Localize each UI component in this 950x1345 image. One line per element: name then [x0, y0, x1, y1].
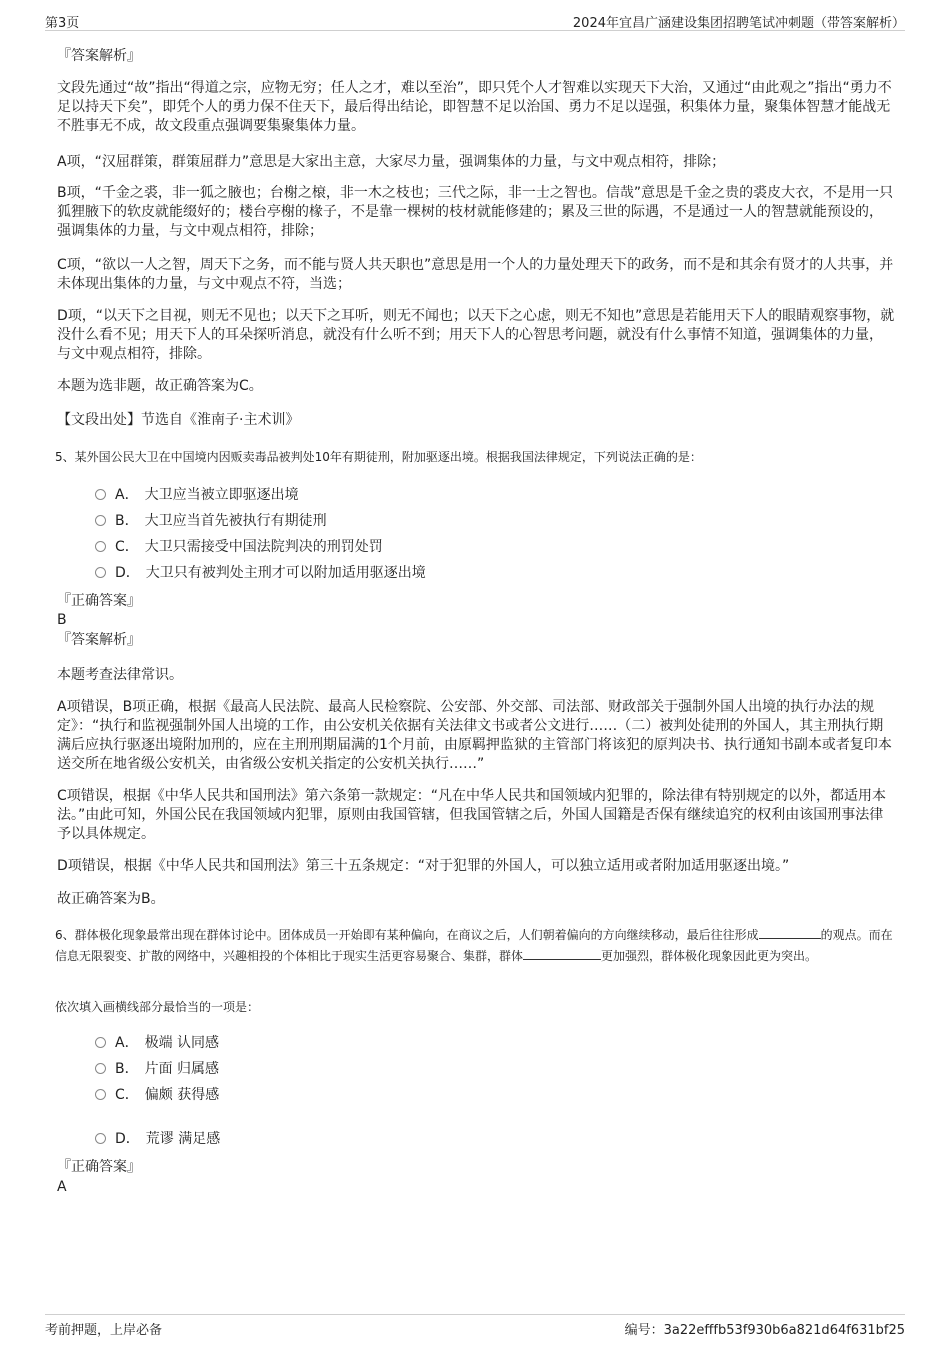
analysis-source: 【文段出处】节选自《淮南子·主术训》	[57, 412, 300, 428]
q5-option-d[interactable]: D． 大卫只有被判处主刑才可以附加适用驱逐出境	[95, 563, 426, 583]
footer-serial: 编号：3a22efffb53f930b6a821d64f631bf25	[624, 1323, 905, 1338]
page-footer	[45, 1314, 905, 1337]
question-6-instruction: 依次填入画横线部分最恰当的一项是：	[55, 1000, 260, 1014]
q5-answer: B	[57, 612, 67, 628]
q6-option-d[interactable]: D． 荒谬 满足感	[95, 1129, 220, 1149]
page-header	[45, 10, 905, 31]
radio-icon[interactable]	[95, 541, 106, 552]
document-title: 2024年宜昌广涵建设集团招聘笔试冲刺题（带答案解析）	[572, 16, 905, 31]
footer-slogan: 考前押题，上岸必备	[45, 1323, 163, 1338]
q5-analysis-c: C项错误，根据《中华人民共和国刑法》第六条第一款规定：“凡在中华人民共和国领域内犯罪的，除法律有特别规定的以外，都适用本法。”由此可知，外国公民在我国领域内犯罪，原则由我国管辖，但我国管辖之后，外国人国籍是否保有继续追究的权利由该国刑事法律予以具体规定。	[57, 788, 887, 842]
q6-option-c[interactable]: C． 偏颇 获得感	[95, 1085, 219, 1105]
question-6-stem: 6、群体极化现象最常出现在群体讨论中。团体成员一开始即有某种偏向，在商议之后，人们朝着偏向的方向继续移动，最后往往形成 的观点。而在信息无限裂变、扩散的网络中，兴趣相投的个体相比于现实生活更容易聚合、集群，群体 更加强烈，群体极化现象因此更为突出。	[55, 928, 893, 963]
fill-blank-2	[523, 947, 601, 960]
analysis-paragraph: 文段先通过“故”指出“得道之宗，应物无穷；任人之才，难以至治”，即只凭个人才智难以实现天下大治，又通过“由此观之”指出“勇力不足以持天下矣”，即凭个人的勇力保不住天下，最后得出结论，即智慧不足以治国、勇力不足以逞强，积集体力量，聚集体智慧才能战无不胜事无不成，故文段重点强调要集聚集体力量。	[57, 80, 892, 134]
radio-icon[interactable]	[95, 1037, 106, 1048]
q5-analysis-intro: 本题考查法律常识。	[57, 667, 183, 683]
q5-option-b[interactable]: B． 大卫应当首先被执行有期徒刑	[95, 511, 327, 531]
fill-blank-1	[759, 926, 821, 939]
radio-icon[interactable]	[95, 1133, 106, 1144]
q5-conclusion: 故正确答案为B。	[57, 891, 165, 907]
q6-option-b[interactable]: B． 片面 归属感	[95, 1059, 219, 1079]
radio-icon[interactable]	[95, 567, 106, 578]
radio-icon[interactable]	[95, 1063, 106, 1074]
q6-answer-label: 『正确答案』	[57, 1159, 141, 1175]
radio-icon[interactable]	[95, 1089, 106, 1100]
q5-analysis-ab: A项错误，B项正确，根据《最高人民法院、最高人民检察院、公安部、外交部、司法部、财政部关于强制外国人出境的执行办法的规定》：“执行和监视强制外国人出境的工作，由公安机关依据有关法律文书或者公文进行……（二）被判处徒刑的外国人，其主刑执行期满后应执行驱逐出境附加刑的，应在主刑刑期届满的1个月前，由原羁押监狱的主管部门将该犯的原判决书、执行通知书副本或者复印本送交所在地省级公安机关，由省级公安机关指定的公安机关执行……”	[57, 699, 892, 772]
analysis-conclusion: 本题为选非题，故正确答案为C。	[57, 378, 263, 394]
q5-answer-label: 『正确答案』	[57, 593, 141, 609]
radio-icon[interactable]	[95, 515, 106, 526]
analysis-option-b: B项，“千金之裘，非一狐之腋也；台榭之榱，非一木之枝也；三代之际，非一士之智也。信哉”意思是千金之贵的裘皮大衣，不是用一只狐狸腋下的软皮就能缀好的；楼台亭榭的椽子，不是靠一棵树的枝材就能修建的；累及三世的际遇，不是通过一人的智慧就能预设的，强调集体的力量，与文中观点相符，排除；	[57, 185, 894, 239]
page-number: 第3页	[45, 16, 80, 31]
q5-analysis-label: 『答案解析』	[57, 632, 141, 648]
question-5-stem: 5、某外国公民大卫在中国境内因贩卖毒品被判处10年有期徒刑，附加驱逐出境。根据我国法律规定，下列说法正确的是：	[55, 450, 702, 464]
analysis-option-a: A项，“汉屈群策，群策屈群力”意思是大家出主意，大家尽力量，强调集体的力量，与文中观点相符，排除；	[57, 154, 726, 170]
radio-icon[interactable]	[95, 489, 106, 500]
q6-option-a[interactable]: A． 极端 认同感	[95, 1033, 219, 1053]
analysis-label: 『答案解析』	[57, 48, 141, 64]
q5-analysis-d: D项错误，根据《中华人民共和国刑法》第三十五条规定：“对于犯罪的外国人，可以独立适用或者附加适用驱逐出境。”	[57, 858, 790, 874]
q5-option-c[interactable]: C． 大卫只需接受中国法院判决的刑罚处罚	[95, 537, 383, 557]
analysis-option-c: C项，“欲以一人之智，周天下之务，而不能与贤人共天职也”意思是用一个人的力量处理天下的政务，而不是和其余有贤才的人共事，并未体现出集体的力量，与文中观点不符，当选；	[57, 257, 894, 292]
analysis-option-d: D项，“以天下之目视，则无不见也；以天下之耳听，则无不闻也；以天下之心虑，则无不知也”意思是若能用天下人的眼睛观察事物，就没什么看不见；用天下人的耳朵探听消息，就没有什么听不到；用天下人的心智思考问题，就没有什么事情不知道，强调集体的力量，与文中观点相符，排除。	[57, 308, 895, 362]
q6-answer: A	[57, 1179, 67, 1195]
q5-option-a[interactable]: A． 大卫应当被立即驱逐出境	[95, 485, 299, 505]
